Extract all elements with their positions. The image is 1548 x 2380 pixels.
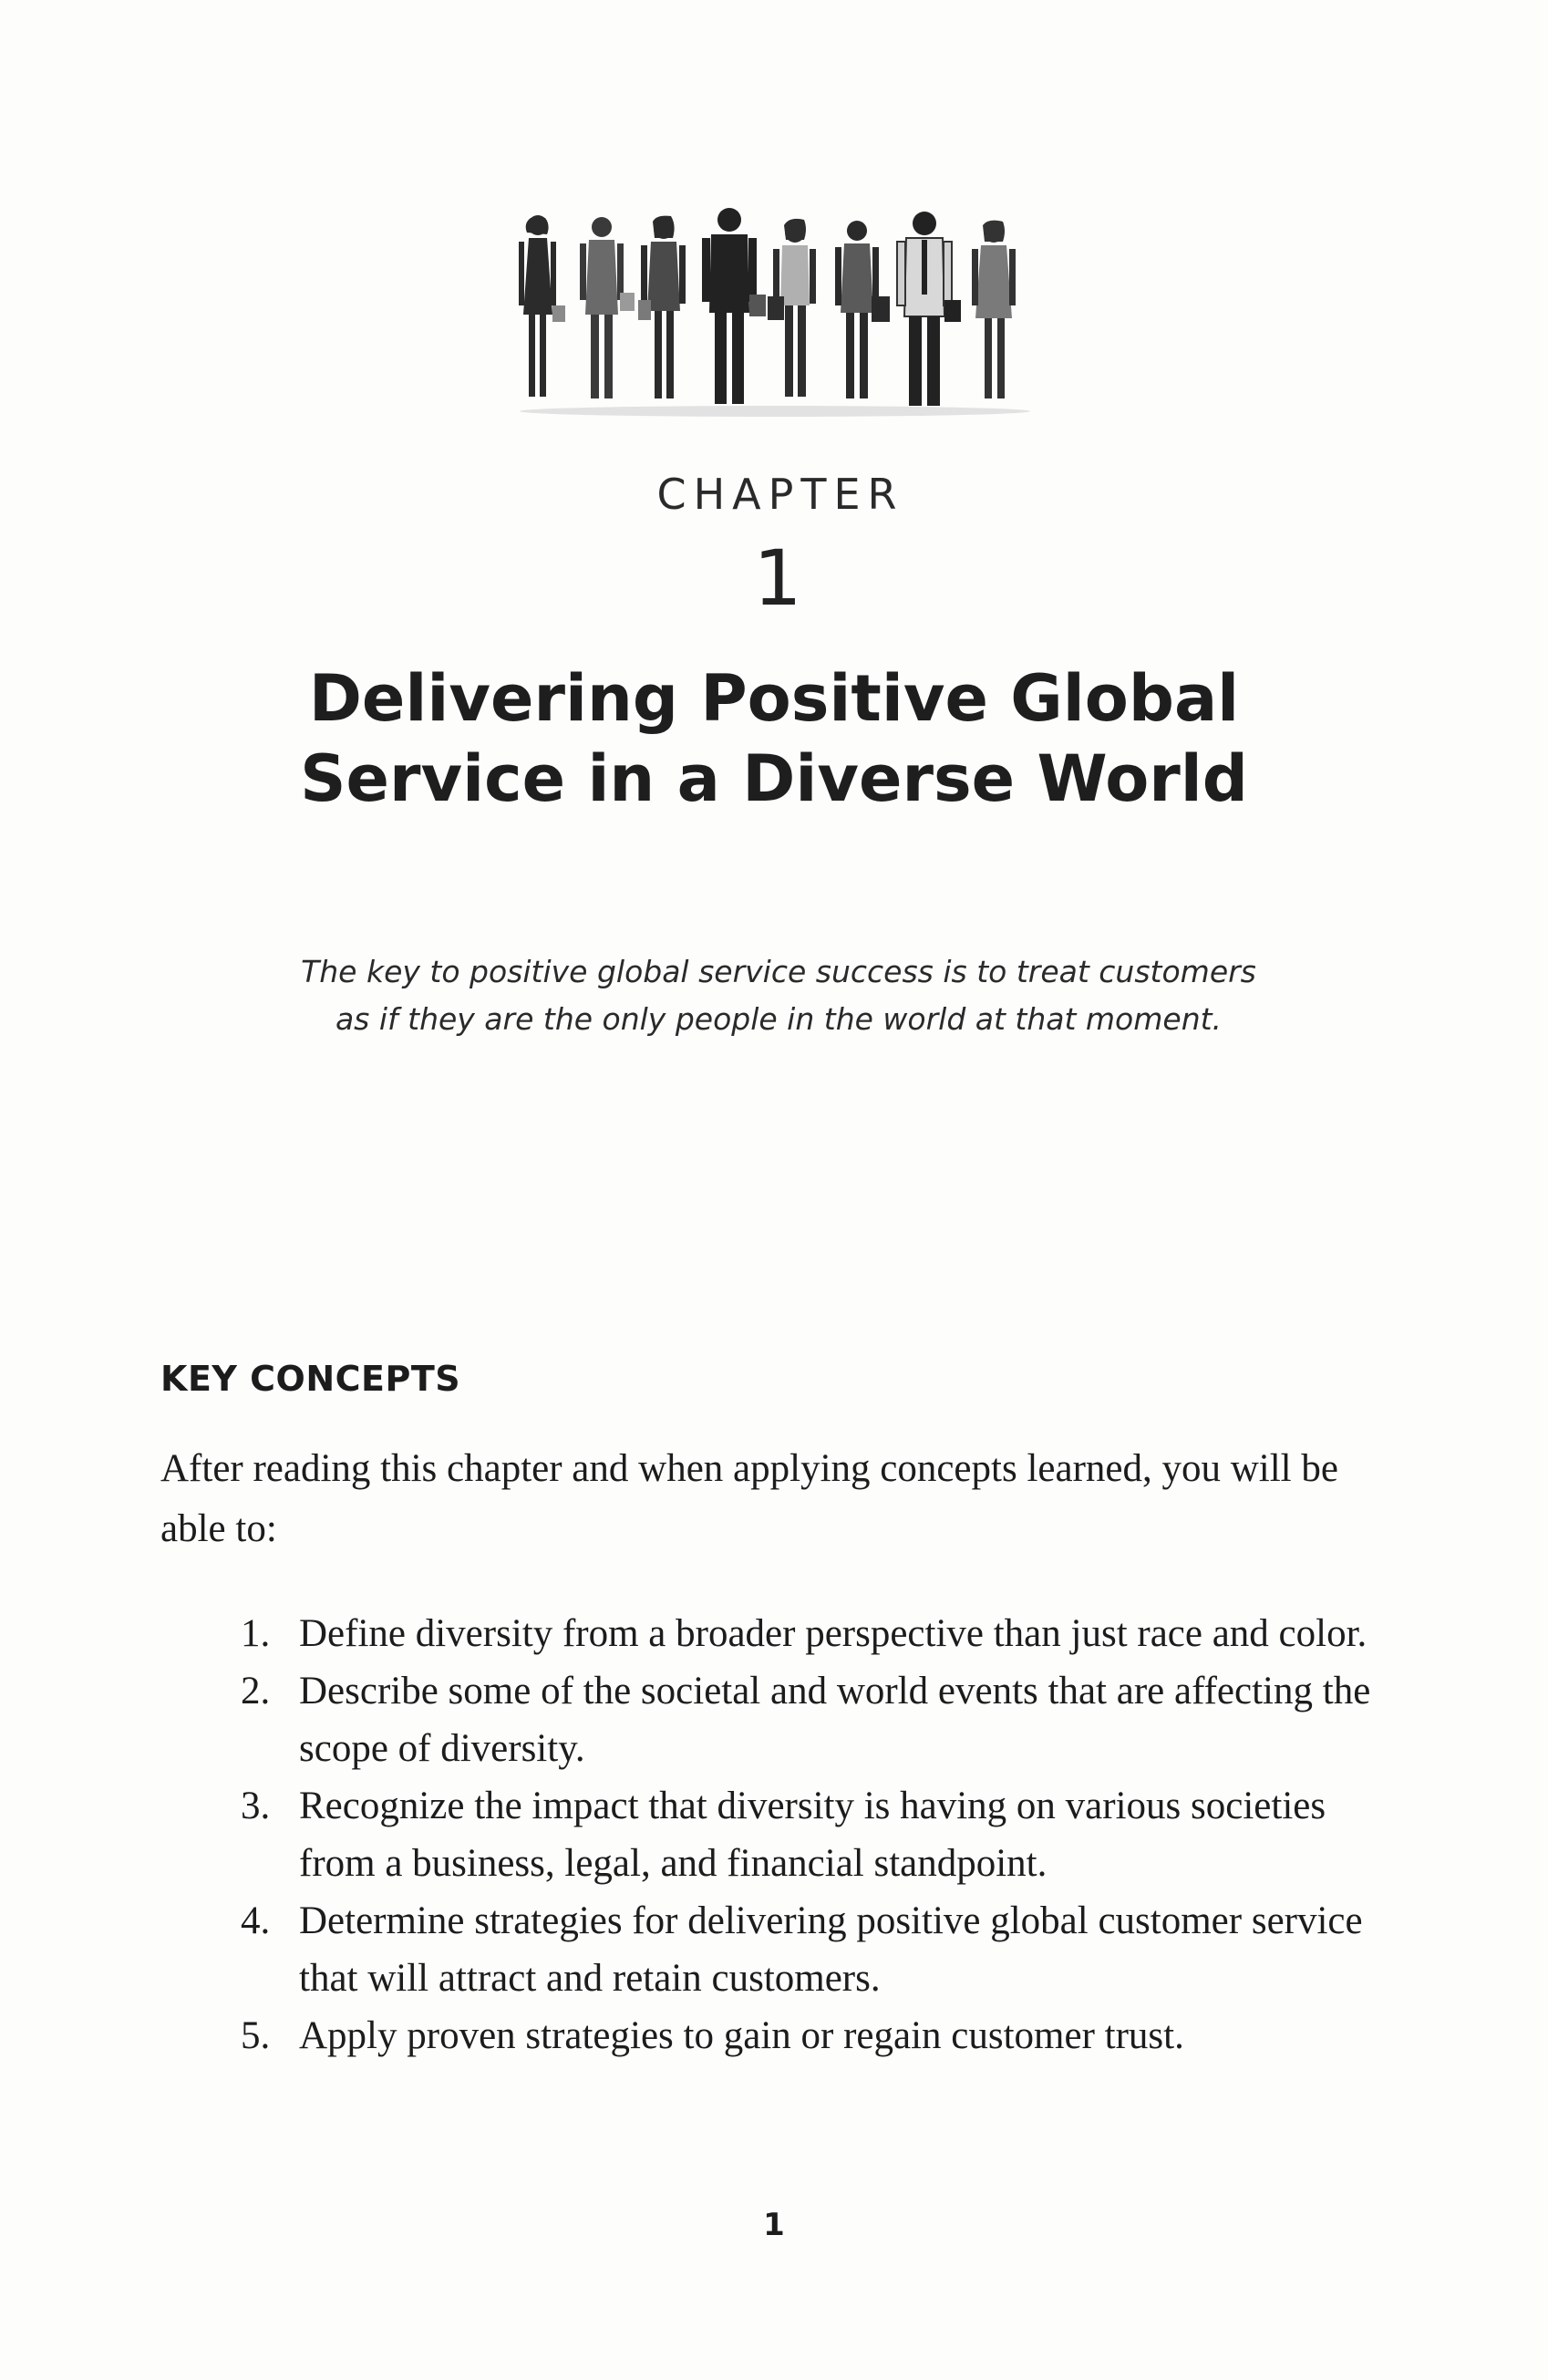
chapter-title (0, 658, 1548, 819)
list-item-number: 4. (241, 1899, 271, 1942)
person-figure (897, 212, 961, 406)
chapter-title-line: Service in a Diverse World (300, 741, 1248, 816)
list-item-number: 2. (241, 1670, 271, 1713)
list-item-number: 1. (241, 1612, 271, 1655)
list-item (241, 1662, 1380, 1777)
list-item (241, 1777, 1380, 1892)
chapter-number: 1 (753, 533, 802, 623)
group-of-people-illustration (511, 205, 1039, 433)
epigraph-line: as if they are the only people in the world at that moment. (335, 1001, 1223, 1037)
chapter-label: CHAPTER (656, 470, 904, 519)
list-item-text: Apply proven strategies to gain or regain customer trust. (299, 2014, 1184, 2057)
list-item-number: 3. (241, 1785, 271, 1827)
person-figure (580, 217, 635, 398)
list-item (241, 1605, 1380, 1662)
person-figure (638, 216, 686, 398)
list-item (241, 1892, 1380, 2007)
epigraph-quote (0, 948, 1548, 1043)
list-item-text: Determine strategies for delivering positive global customer service that will attract and retain customers. (299, 1899, 1363, 2000)
chapter-title-line: Delivering Positive Global (308, 661, 1240, 736)
key-concepts-heading: KEY CONCEPTS (160, 1359, 461, 1399)
person-figure (519, 215, 565, 397)
list-item (241, 2007, 1380, 2064)
person-figure (702, 208, 766, 404)
list-item-text: Define diversity from a broader perspective than just race and color. (299, 1612, 1367, 1655)
key-concepts-list (241, 1605, 1380, 2064)
person-figure (972, 221, 1016, 398)
epigraph-line: The key to positive global service success is to treat customers (301, 954, 1256, 989)
page-number: 1 (763, 2207, 785, 2243)
list-item-number: 5. (241, 2014, 271, 2057)
list-item-text: Describe some of the societal and world events that are affecting the scope of diversity. (299, 1670, 1371, 1770)
person-figure (835, 221, 890, 398)
list-item-text: Recognize the impact that diversity is having on various societies from a business, legal, and financial standpoint. (299, 1785, 1326, 1885)
person-figure (768, 219, 816, 397)
key-concepts-intro: After reading this chapter and when applying concepts learned, you will be able to: (160, 1447, 1338, 1550)
